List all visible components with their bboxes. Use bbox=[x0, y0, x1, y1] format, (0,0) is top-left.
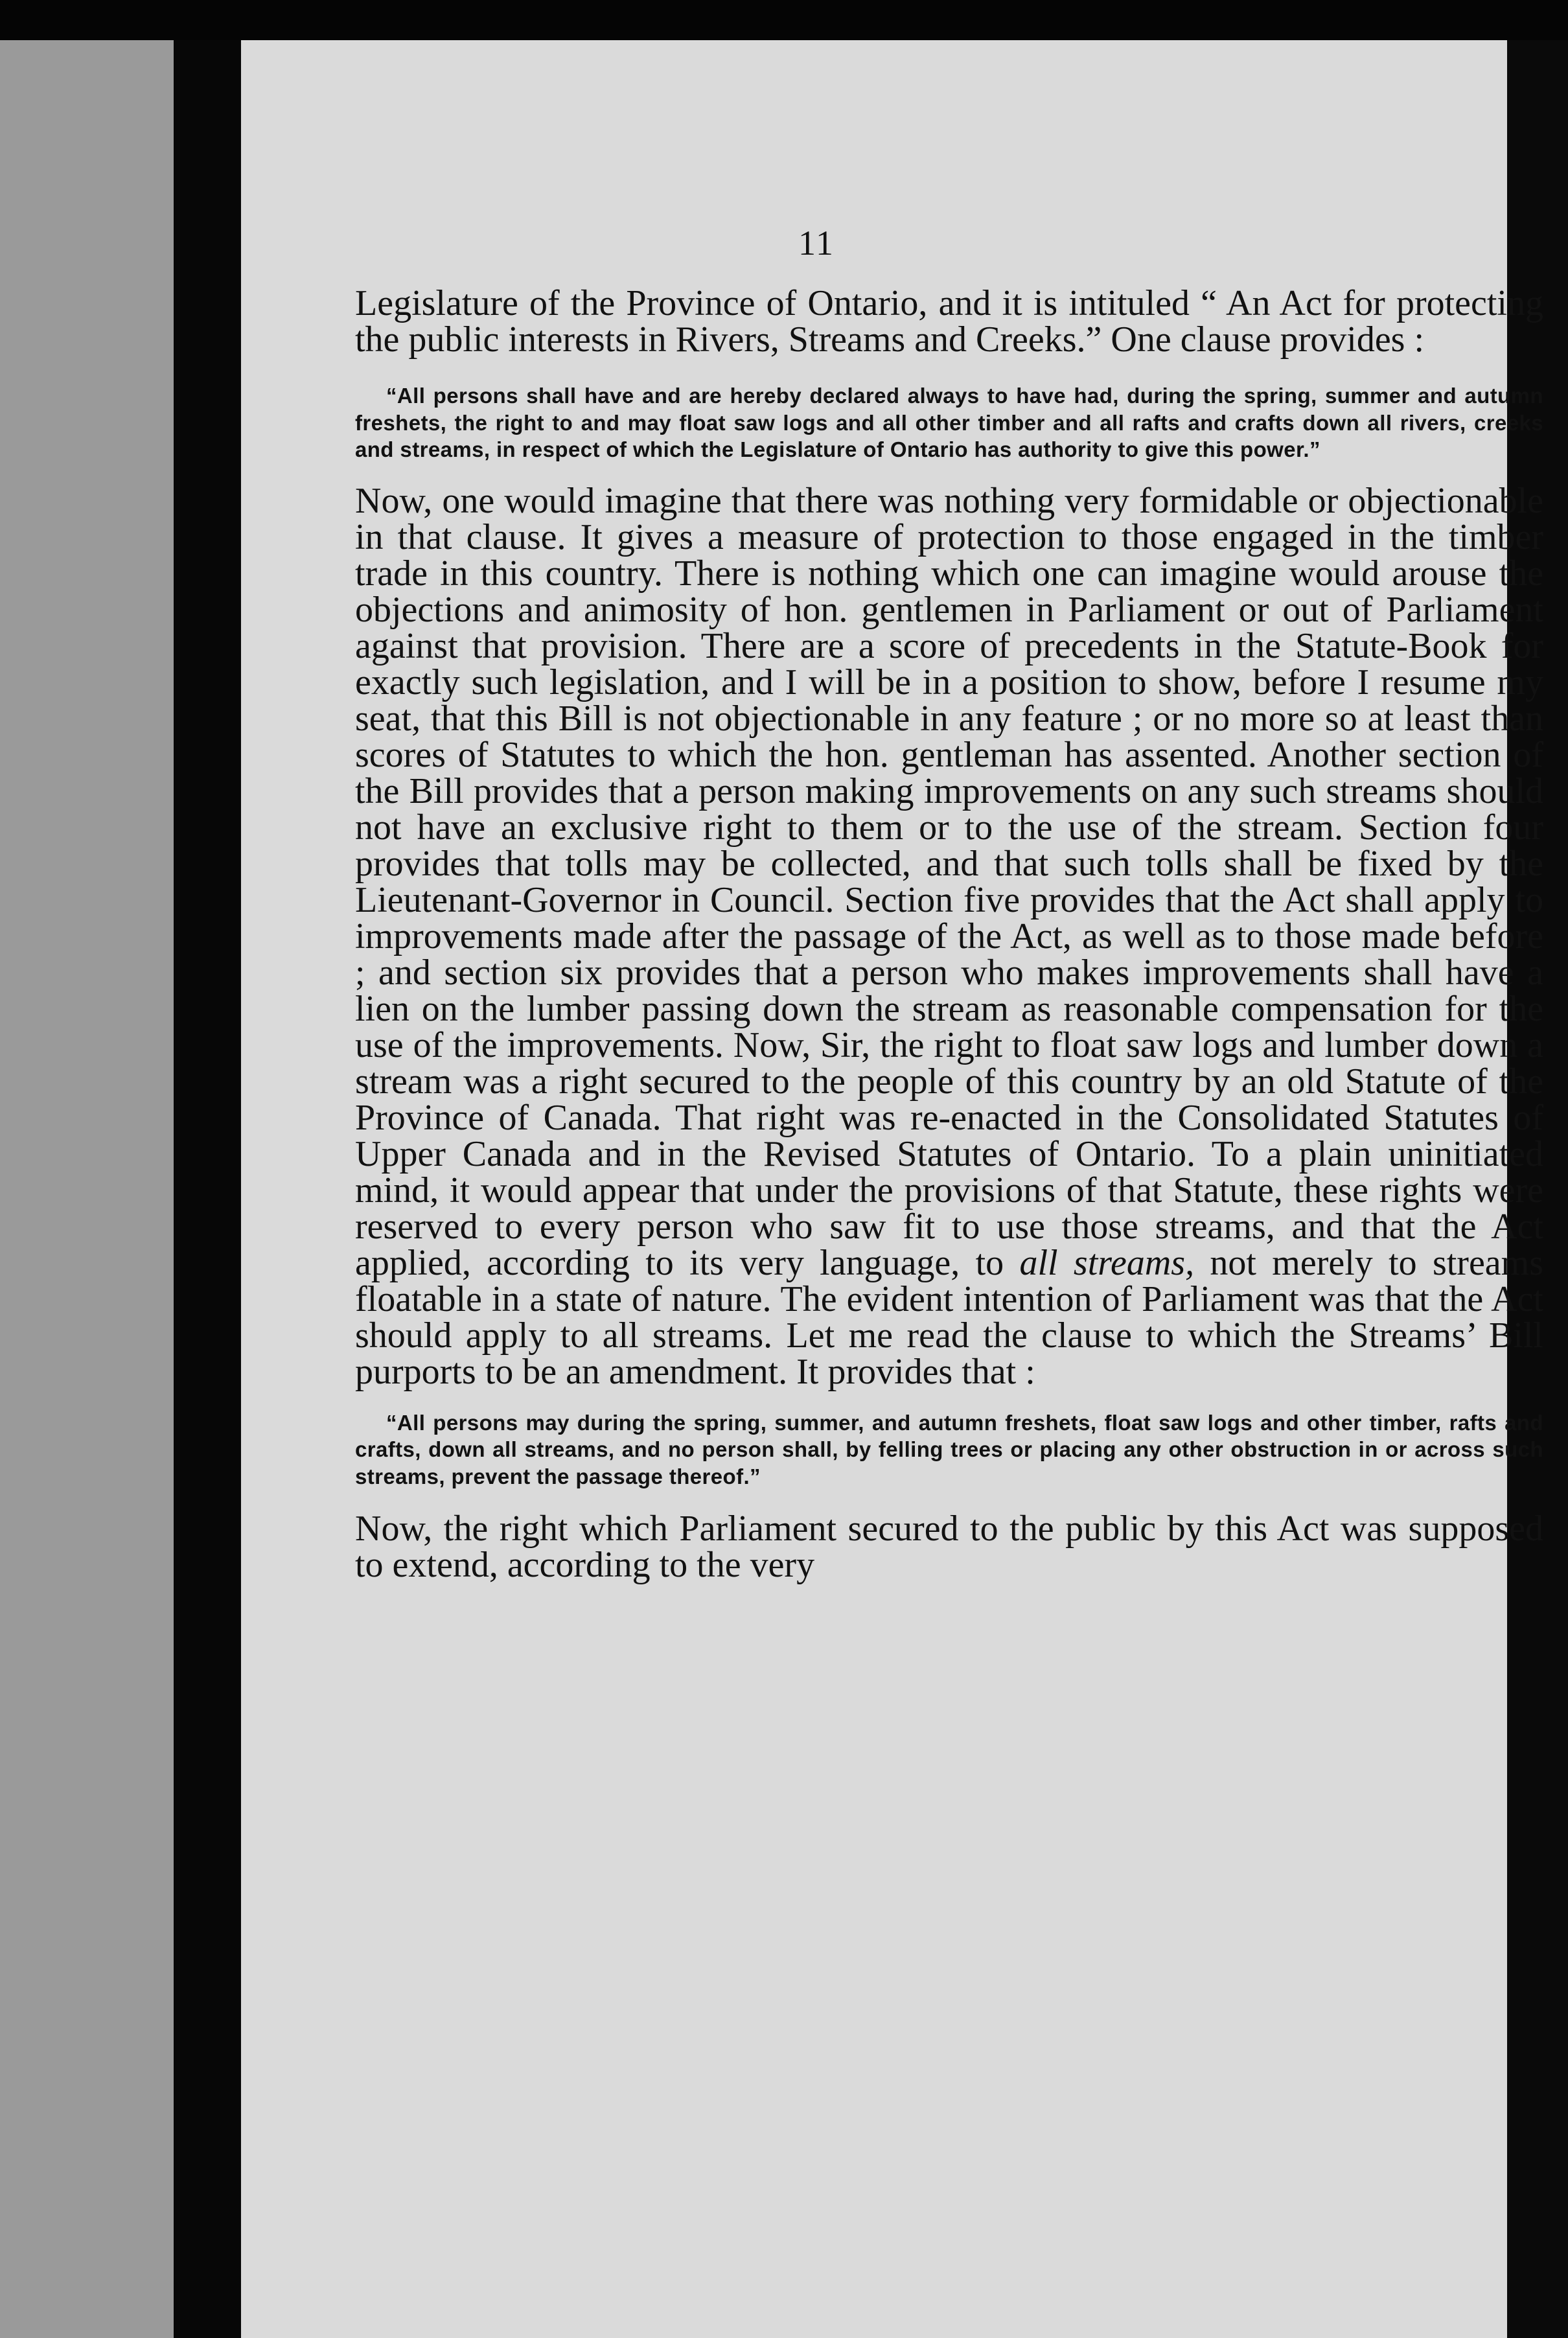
quoted-clause-two-text: “All persons may during the spring, summer, and autumn freshets, float saw logs and other timber, rafts and crafts, down all streams, and no person shall, by felling trees or placing any other obstruction in or across such streams, prevent the passage thereof.” bbox=[355, 1410, 1543, 1488]
quoted-clause-one bbox=[355, 382, 1543, 463]
facing-page-edge bbox=[0, 40, 174, 2338]
quoted-clause-two bbox=[355, 1409, 1543, 1490]
main-paragraph bbox=[355, 480, 1544, 1392]
page-number: 11 bbox=[798, 224, 835, 262]
book-spine-shadow bbox=[174, 40, 241, 2338]
quoted-clause-one-text: “All persons shall have and are hereby declared always to have had, during the spring, summer and autumn freshets, the right to and may float saw logs and all other timber and all rafts and crafts down all rivers, creeks and streams, in respect of which the Legislature of Ontario has authority to give this power.” bbox=[355, 384, 1543, 462]
main-paragraph-text-end: not merely to streams floatable in a state of nature. The evident intention of Parliament was that the Act should apply to all streams. Let me read the clause to which the Streams’ Bill purports to be an amendment. It provides that : bbox=[355, 1242, 1544, 1392]
document-page bbox=[241, 40, 1544, 2338]
main-paragraph-text-start: Now, one would imagine that there was nothing very formidable or objectionable in that clause. It gives a measure of protection to those engaged in the timber trade in this country. There is nothing which one can imagine would arouse the objections and animosity of hon. gentlemen in Parliament or out of Parliament against that provision. There are a score of precedents in the Statute-Book for exactly such legislation, and I will be in a position to show, before I resume my seat, that this Bill is not objectionable in any feature ; or no more so at least than scores of Statutes to which the hon. gentleman has assented. Another section of the Bill provides that a person making improvements on any such streams should not have an exclusive right to them or to the use of the stream. Section four provides that tolls may be collected, and that such tolls shall be fixed by the Lieutenant-Governor in Council. Section five provides that the Act shall apply to improvements made after the passage of the Act, as well as to those made before ; and section six provides that a person who makes improvements shall have a lien on the lumber passing down the stream as reasonable compensation for the use of the improvements. Now, Sir, the right to float saw logs and lumber down a stream was a right secured to the people of this country by an old Statute of the Province of Canada. That right was re-enacted in the Consolidated Statutes of Upper Canada and in the Revised Statutes of Ontario. To a plain uninitiated mind, it would appear that under the provisions of that Statute, these rights were reserved to every person who saw fit to use those streams, and that the Act applied, according to its very language, to bbox=[355, 480, 1543, 1283]
page-text bbox=[355, 283, 1544, 1586]
closing-paragraph: Now, the right which Parliament secured to the public by this Act was supposed to extend, according to the very bbox=[355, 1509, 1543, 1586]
intro-paragraph: Legislature of the Province of Ontario, and it is intituled “ An Act for protecting the public interests in Rivers, Streams and Creeks.” One clause provides : bbox=[355, 283, 1543, 360]
scan-top-border bbox=[0, 0, 1568, 40]
main-paragraph-emphasis: all streams, bbox=[1019, 1242, 1195, 1283]
